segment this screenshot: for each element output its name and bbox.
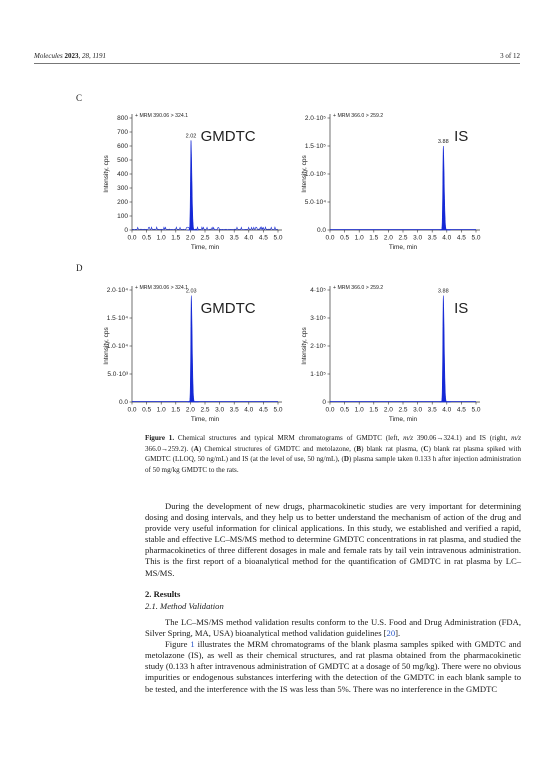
x-tick-label: 4.5: [456, 234, 466, 242]
section-heading: 2. Results: [145, 589, 181, 599]
x-tick-label: 1.5: [171, 234, 181, 242]
chromatogram-c-gmdtc: [100, 108, 300, 256]
y-tick-label: 100: [117, 213, 128, 221]
y-tick-label: 4·10⁵: [310, 287, 326, 295]
compound-label: GMDTC: [200, 128, 256, 145]
x-tick-label: 4.0: [244, 406, 254, 414]
validation-paragraph: The LC–MS/MS method validation results conform to the U.S. Food and Drug Administration (FDA, Silver Spring, MA, USA) bioanalytical method validation guidelines [20]. Figure 1 illustrates the MRM chromatograms of the blank plasma samples spiked with GMDTC and metolazone (IS), as well as their chemical structures, and rat plasma obtained from the pharmacokinetic study (0.133 h after intravenous administration of GMDTC at a dosage of 50 mg/kg). There were no obvious impurities or endogenous substances interfering with the detection of the GMDTC in each blank sample to be tested, and the interference with the IS was less than 5%. There was no interference in the GMDTC: [145, 617, 522, 694]
y-axis-title: Intensity, cps: [103, 327, 110, 365]
mrm-label: + MRM 390.06 > 324.1: [135, 113, 189, 119]
journal-citation: Molecules 2023, 28, 1191: [34, 52, 106, 60]
y-tick-label: 500: [117, 157, 128, 165]
x-tick-label: 0.5: [340, 406, 350, 414]
y-tick-label: 3·10⁵: [310, 315, 326, 323]
peak-retention-label: 3.88: [437, 288, 449, 295]
x-tick-label: 5.0: [273, 234, 283, 242]
x-axis-title: Time, min: [190, 244, 220, 251]
x-tick-label: 1.0: [354, 406, 364, 414]
compound-label: IS: [454, 300, 469, 317]
peak-is: [440, 296, 451, 402]
y-tick-label: 0: [322, 399, 326, 407]
y-tick-label: 2.0·10⁵: [304, 115, 326, 123]
x-tick-label: 1.5: [171, 406, 181, 414]
x-tick-label: 4.0: [244, 234, 254, 242]
x-tick-label: 5.0: [471, 234, 481, 242]
x-tick-label: 2.5: [398, 234, 408, 242]
y-tick-label: 2.0·10⁴: [106, 287, 128, 295]
x-tick-label: 2.0: [185, 234, 195, 242]
x-tick-label: 0.0: [325, 234, 335, 242]
x-tick-label: 3.0: [413, 234, 423, 242]
y-tick-label: 800: [117, 115, 128, 123]
figure-link[interactable]: 1: [190, 639, 195, 650]
compound-label: GMDTC: [200, 300, 256, 317]
baseline-trace: [132, 227, 278, 230]
x-tick-label: 0.0: [325, 406, 335, 414]
x-tick-label: 1.0: [156, 406, 166, 414]
x-tick-label: 2.5: [398, 406, 408, 414]
panel-letter-d: D: [76, 263, 83, 273]
x-tick-label: 0.5: [142, 406, 152, 414]
x-tick-label: 4.0: [442, 234, 452, 242]
mrm-label: + MRM 390.06 > 324.1: [135, 285, 189, 291]
x-tick-label: 0.5: [142, 234, 152, 242]
x-tick-label: 3.0: [413, 406, 423, 414]
x-tick-label: 2.0: [185, 406, 195, 414]
y-axis-title: Intensity, cps: [301, 155, 308, 193]
page-number: 3 of 12: [500, 52, 520, 60]
header-divider: [34, 63, 520, 64]
x-tick-label: 0.0: [127, 234, 137, 242]
x-tick-label: 1.0: [156, 234, 166, 242]
x-tick-label: 3.0: [215, 234, 225, 242]
peak-retention-label: 3.88: [437, 139, 449, 145]
y-tick-label: 300: [117, 185, 128, 193]
chromatogram-c-is: [298, 108, 498, 256]
y-tick-label: 700: [117, 129, 128, 137]
y-tick-label: 400: [117, 171, 128, 179]
x-tick-label: 4.5: [456, 406, 466, 414]
x-tick-label: 5.0: [471, 406, 481, 414]
x-axis-title: Time, min: [190, 416, 220, 423]
x-axis-title: Time, min: [388, 244, 418, 251]
x-tick-label: 4.5: [258, 406, 268, 414]
mrm-label: + MRM 366.0 > 259.2: [333, 285, 384, 291]
y-tick-label: 5.0·10⁴: [304, 199, 326, 207]
y-tick-label: 200: [117, 199, 128, 207]
y-tick-label: 600: [117, 143, 128, 151]
y-tick-label: 0.0: [316, 227, 326, 235]
x-tick-label: 2.5: [200, 406, 210, 414]
peak-retention-label: 2.02: [185, 133, 197, 140]
y-axis-title: Intensity, cps: [103, 155, 110, 193]
x-tick-label: 4.5: [258, 234, 268, 242]
subsection-heading: 2.1. Method Validation: [145, 601, 224, 611]
compound-label: IS: [454, 128, 469, 145]
x-tick-label: 0.0: [127, 406, 137, 414]
reference-link[interactable]: 20: [386, 628, 396, 639]
x-tick-label: 3.5: [427, 234, 437, 242]
chromatogram-d-gmdtc: [100, 280, 300, 428]
peak-gmdtc: [188, 296, 199, 402]
x-tick-label: 1.5: [369, 234, 379, 242]
x-tick-label: 2.0: [383, 406, 393, 414]
panel-letter-c: C: [76, 93, 83, 103]
x-tick-label: 3.5: [229, 234, 239, 242]
x-tick-label: 2.0: [383, 234, 393, 242]
intro-paragraph: During the development of new drugs, pharmacokinetic studies are very important for determining dosing and dosing intervals, and they help us to better understand the mechanism of action of the drug and provide very useful information for clinical applications. In this study, we established and verified a rapid, stable and effective LC–MS/MS method to determine GMDTC concentrations in rat plasma, and studied the pharmacokinetics of three different dosages in male and female rats by tail vein intravenous administration. This is the first report of a bioanalytical method for the quantification of GMDTC in rat plasma by LC–MS/MS.: [145, 501, 521, 578]
y-tick-label: 0: [124, 227, 128, 235]
x-axis-title: Time, min: [388, 416, 418, 423]
peak-retention-label: 2.03: [185, 288, 197, 295]
x-tick-label: 2.5: [200, 234, 210, 242]
x-tick-label: 3.0: [215, 406, 225, 414]
y-axis-title: Intensity, cps: [301, 327, 308, 365]
x-tick-label: 1.0: [354, 234, 364, 242]
x-tick-label: 3.5: [427, 406, 437, 414]
y-tick-label: 2·10⁵: [310, 343, 326, 351]
y-tick-label: 1.5·10⁴: [106, 315, 128, 323]
peak-gmdtc: [187, 140, 198, 230]
y-tick-label: 1.0·10⁵: [304, 171, 326, 179]
y-tick-label: 1.5·10⁵: [304, 143, 326, 151]
peak-is: [440, 146, 451, 230]
chromatogram-d-is: [298, 280, 498, 428]
y-tick-label: 1·10⁵: [310, 371, 326, 379]
x-tick-label: 5.0: [273, 406, 283, 414]
figure-caption: Figure 1. Chemical structures and typical MRM chromatograms of GMDTC (left, m/z 390.06→324.1) and IS (right, m/z 366.0→259.2). (A) Chemical structures of GMDTC and metolazone, (B) blank rat plasma, (C) blank rat plasma spiked with GMDTC (LLOQ, 50 ng/mL) and IS (at the level of use, 50 ng/mL), (D) plasma sample taken 0.133 h after injection administration of 50 mg/kg GMDTC to the rats.: [145, 434, 521, 474]
y-tick-label: 1.0·10⁴: [106, 343, 128, 351]
y-tick-label: 0.0: [118, 399, 128, 407]
x-tick-label: 4.0: [442, 406, 452, 414]
x-tick-label: 3.5: [229, 406, 239, 414]
y-tick-label: 5.0·10³: [107, 371, 128, 379]
mrm-label: + MRM 366.0 > 259.2: [333, 113, 384, 119]
x-tick-label: 1.5: [369, 406, 379, 414]
x-tick-label: 0.5: [340, 234, 350, 242]
